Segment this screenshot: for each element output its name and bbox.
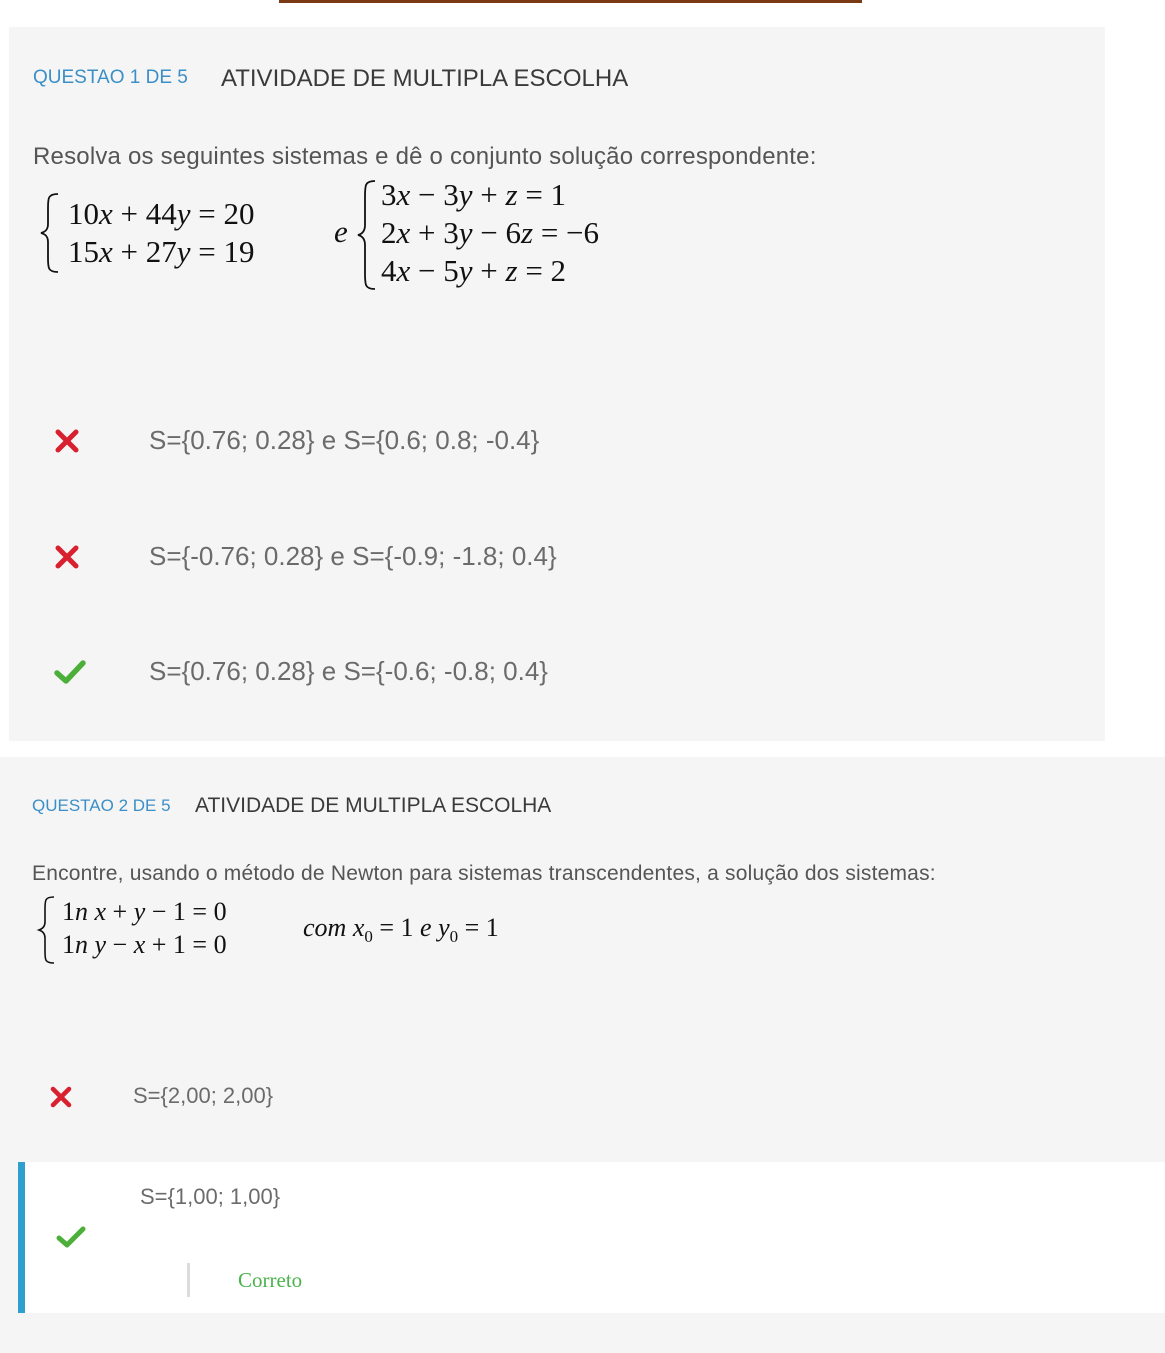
selected-indicator-bar: [18, 1162, 25, 1313]
question-1-number: QUESTAO 1 DE 5: [33, 67, 188, 88]
question-1-card: [9, 27, 1105, 741]
equation-3-row-2: 1n y − x + 1 = 0: [62, 930, 227, 959]
question-2-prompt: Encontre, usando o método de Newton para sistemas transcendentes, a solução dos sistemas:: [32, 862, 936, 885]
question-1-prompt: Resolva os seguintes sistemas e dê o conjunto solução correspondente:: [33, 143, 817, 170]
question-1-answer-2[interactable]: S={-0.76; 0.28} e S={-0.9; -1.8; 0.4}: [149, 541, 557, 571]
feedback-text: Correto: [238, 1268, 303, 1292]
question-1-type: ATIVIDADE DE MULTIPLA ESCOLHA: [221, 65, 629, 92]
x-mark-icon: [49, 1085, 73, 1109]
x-mark-icon: [54, 428, 80, 454]
brace-system-1: [38, 192, 62, 274]
question-1-answer-3[interactable]: S={0.76; 0.28} e S={-0.6; -0.8; 0.4}: [149, 656, 548, 686]
equation-3-row-1: 1n x + y − 1 = 0: [62, 897, 227, 926]
question-2-type: ATIVIDADE DE MULTIPLA ESCOLHA: [195, 794, 552, 817]
question-1-answer-1[interactable]: S={0.76; 0.28} e S={0.6; 0.8; -0.4}: [149, 425, 540, 455]
equation-1-row-2: 15x + 27y = 19: [68, 234, 255, 269]
top-accent-bar: [279, 0, 862, 3]
system-connector: e: [334, 214, 348, 249]
check-mark-icon: [55, 1224, 87, 1250]
question-2-selected-answer[interactable]: [18, 1162, 1165, 1313]
question-2-answer-2[interactable]: S={1,00; 1,00}: [140, 1184, 281, 1209]
brace-system-3: [36, 895, 58, 965]
equation-1-row-1: 10x + 44y = 20: [68, 196, 255, 231]
question-2-number: QUESTAO 2 DE 5: [32, 796, 171, 815]
equation-2-row-2: 2x + 3y − 6z = −6: [381, 215, 600, 250]
brace-system-2: [355, 179, 379, 291]
initial-conditions: com $x_0 = 1$ e $y_0 = 1$: [303, 913, 499, 947]
equation-2-row-1: 3x − 3y + z = 1: [381, 177, 567, 212]
x-mark-icon: [54, 544, 80, 570]
equation-2-row-3: 4x − 5y + z = 2: [381, 253, 567, 288]
feedback-divider: [187, 1263, 190, 1297]
check-mark-icon: [53, 659, 87, 685]
question-2-answer-1[interactable]: S={2,00; 2,00}: [133, 1083, 274, 1108]
